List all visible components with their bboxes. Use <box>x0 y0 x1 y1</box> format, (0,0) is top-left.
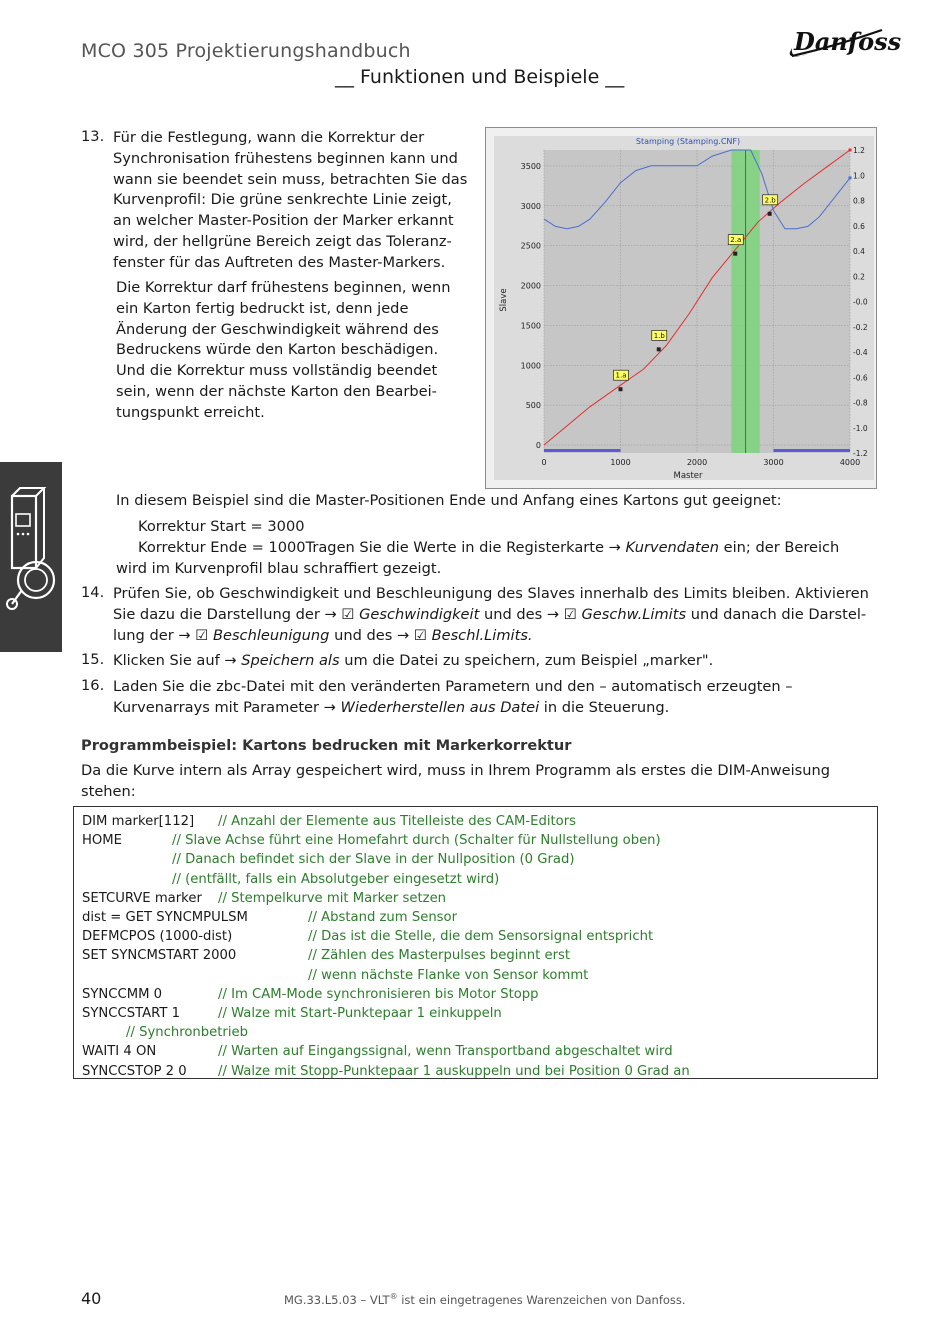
text-line: Die Korrektur darf frühestens beginnen, wenn <box>116 279 451 296</box>
text-span: ein; der Bereich <box>718 539 840 556</box>
checkbox-icon: ☑ <box>413 626 427 644</box>
arrow-icon: → <box>224 652 237 669</box>
series-endpoint <box>849 149 852 152</box>
registered-mark: ® <box>389 1292 398 1301</box>
y2-tick-label: 1.2 <box>853 146 865 155</box>
text-line: fenster für das Auftreten des Master-Markers. <box>113 253 446 271</box>
y-tick-label: 3500 <box>520 161 541 171</box>
y2-tick-label: -0.8 <box>853 398 868 408</box>
danfoss-logo <box>786 22 902 66</box>
y-tick-label: 0 <box>535 441 541 451</box>
text-span: und danach die Darstel- <box>686 605 867 623</box>
code-comment: // wenn nächste Flanke von Sensor kommt <box>308 967 589 983</box>
y2-tick-label: 1.0 <box>853 171 865 181</box>
code-comment: // Warten auf Eingangssignal, wenn Transportband abgeschaltet wird <box>218 1044 673 1060</box>
text-line: ein Karton fertig bedruckt ist, denn jede <box>116 299 409 317</box>
chapter-side-tab <box>0 462 62 652</box>
marker-label: 1.a <box>615 371 627 380</box>
marker-point <box>768 212 772 216</box>
y-tick-label: 2000 <box>520 281 541 291</box>
text-line: Synchronisation frühestens beginnen kann und <box>113 149 458 167</box>
text-line: stehen: <box>81 782 136 800</box>
step-15-number: 15. <box>81 651 105 668</box>
code-line: SETCURVE marker <box>82 890 202 906</box>
code-comment: // Walze mit Start-Punktepaar 1 einkuppeln <box>218 1006 502 1021</box>
step-16-text <box>113 677 883 719</box>
correction-end <box>138 538 839 559</box>
checkbox-icon: ☑ <box>195 626 209 644</box>
code-comment: // Danach befindet sich der Slave in der Nullposition (0 Grad) <box>172 852 575 868</box>
text-line: Bedruckens würde den Karton beschädigen. <box>116 341 439 359</box>
y2-tick-label: 0.2 <box>853 272 865 282</box>
blue-hatched-range <box>544 449 621 452</box>
correction-start: Korrektur Start = 3000 <box>138 518 305 535</box>
code-line: DIM marker[112] <box>82 814 195 829</box>
checkbox-icon: ☑ <box>341 605 355 623</box>
svg-text:Danfoss: Danfoss <box>794 27 902 56</box>
text-line <box>113 626 883 647</box>
text-line <box>113 605 883 626</box>
motor-drive-icon <box>0 462 62 652</box>
series-endpoint <box>849 176 852 179</box>
text-line: sein, wenn der nächste Karton den Bearbei- <box>116 382 437 400</box>
text-line: Änderung der Geschwindigkeit während des <box>116 320 439 338</box>
code-line: SYNCCMM 0 <box>82 986 163 1002</box>
option-beschleunigung: Beschleunigung <box>212 626 330 644</box>
text-span: Kurvenarrays mit Parameter <box>113 698 324 716</box>
arrow-icon: → <box>608 539 621 556</box>
text-line: Für die Festlegung, wann die Korrektur der <box>113 129 425 146</box>
code-comment: // Walze mit Stopp-Punktepaar 1 auskuppeln und bei Position 0 Grad an <box>218 1063 690 1079</box>
menu-ref-speichern-als: Speichern als <box>241 652 340 669</box>
step-14-number: 14. <box>81 584 105 601</box>
x-tick-label: 0 <box>541 458 547 467</box>
x-tick-label: 1000 <box>610 458 631 467</box>
code-line: DEFMCPOS (1000-dist) <box>82 929 233 945</box>
marker-point <box>733 252 737 256</box>
text-span: Sie dazu die Darstellung der <box>113 605 325 623</box>
code-line: SET SYNCMSTART 2000 <box>82 948 237 964</box>
section-title: __ Funktionen und Beispiele __ <box>335 66 625 88</box>
text-span: und des <box>479 605 547 623</box>
x-tick-label: 2000 <box>686 458 708 467</box>
code-listing <box>73 806 878 1079</box>
y2-tick-label: -0.4 <box>853 348 868 357</box>
marker-point <box>619 387 623 391</box>
text-line: wird, der hellgrüne Bereich zeigt das Toleranz- <box>113 232 452 250</box>
option-geschwindigkeit: Geschwindigkeit <box>359 605 480 623</box>
text-span: ist ein eingetragenes Warenzeichen von Danfoss. <box>397 1292 686 1307</box>
code-comment: // Stempelkurve mit Marker setzen <box>218 890 447 906</box>
y-tick-label: 500 <box>525 401 541 411</box>
correction-end-cont: wird im Kurvenprofil blau schraffiert gezeigt. <box>116 560 442 577</box>
code-comment: // Synchronbetrieb <box>126 1025 249 1041</box>
text-line: Laden Sie die zbc-Datei mit den veränderten Parametern und den – automatisch erzeugten – <box>113 678 793 695</box>
step-15-text <box>113 651 713 672</box>
code-comment: // Abstand zum Sensor <box>308 910 458 925</box>
text-line: Prüfen Sie, ob Geschwindigkeit und Beschleunigung des Slaves innerhalb des Limits bleiben. Aktivieren <box>113 585 869 602</box>
text-line: an welcher Master-Position der Marker erkannt <box>113 212 454 230</box>
text-span: in die Steuerung. <box>539 698 670 716</box>
code-line: WAITI 4 ON <box>82 1044 157 1060</box>
marker-point <box>657 347 661 351</box>
curve-profile-chart <box>486 128 876 488</box>
marker-label: 2.a <box>730 236 742 245</box>
step-13-text <box>113 128 483 274</box>
chart-title: Stamping (Stamping.CNF) <box>635 137 741 146</box>
text-span: Korrektur Ende = 1000Tragen Sie die Werte in die Registerkarte <box>138 539 609 556</box>
program-intro <box>81 761 871 803</box>
text-line: tungspunkt erreicht. <box>116 403 265 421</box>
blue-hatched-range <box>774 449 851 452</box>
text-line: Kurvenprofil: Die grüne senkrechte Linie zeigt, <box>113 191 452 209</box>
x-axis-label: Master <box>673 471 703 481</box>
page-number: 40 <box>81 1289 102 1308</box>
arrow-icon: → <box>324 605 337 623</box>
y2-tick-label: -0.0 <box>853 297 868 307</box>
step-16-number: 16. <box>81 677 105 694</box>
text-line: Und die Korrektur muss vollständig beendet <box>116 362 438 380</box>
menu-ref-wiederherstellen: Wiederherstellen aus Datei <box>340 698 540 716</box>
text-line <box>113 698 883 719</box>
y2-tick-label: 0.4 <box>853 247 865 256</box>
code-comment: // Anzahl der Elemente aus Titelleiste des CAM-Editors <box>218 814 577 829</box>
arrow-icon: → <box>323 698 336 716</box>
y2-tick-label: -1.0 <box>853 423 868 433</box>
code-comment: // Slave Achse führt eine Homefahrt durch (Schalter für Nullstellung oben) <box>172 833 661 849</box>
y2-tick-label: -0.6 <box>853 373 868 383</box>
text-span: lung der <box>113 626 179 644</box>
x-tick-label: 3000 <box>763 458 784 467</box>
curve-profile-figure <box>485 127 877 489</box>
arrow-icon: → <box>396 626 410 644</box>
checkbox-icon: ☑ <box>563 605 577 623</box>
y2-tick-label: 0.6 <box>853 221 865 231</box>
step-13-number: 13. <box>81 128 105 145</box>
example-line: In diesem Beispiel sind die Master-Positionen Ende und Anfang eines Kartons gut geeignet: <box>116 492 782 509</box>
marker-label: 2.b <box>764 196 776 205</box>
option-geschw-limits: Geschw.Limits <box>581 605 687 623</box>
text-span: um die Datei zu speichern, zum Beispiel „marker". <box>339 652 714 669</box>
text-span: MG.33.L5.03 – VLT <box>284 1292 390 1307</box>
code-comment: // (entfällt, falls ein Absolutgeber eingesetzt wird) <box>172 871 500 887</box>
y2-tick-label: 0.8 <box>853 196 865 206</box>
y2-tick-label: -0.2 <box>853 322 868 332</box>
y-tick-label: 3000 <box>520 201 541 211</box>
footer-text <box>284 1292 686 1307</box>
y-axis-label: Slave <box>499 288 509 312</box>
text-line: wann sie beendet sein muss, betrachten Sie das <box>113 170 468 188</box>
text-line: Da die Kurve intern als Array gespeichert wird, muss in Ihrem Programm als erstes die DIM-Anweisung <box>81 762 831 779</box>
menu-ref-kurvendaten: Kurvendaten <box>625 539 719 556</box>
document-title: MCO 305 Projektierungshandbuch <box>81 40 411 62</box>
code-line: SYNCCSTOP 2 0 <box>82 1063 187 1079</box>
x-tick-label: 4000 <box>839 458 861 467</box>
y-tick-label: 1500 <box>520 321 541 331</box>
code-line: HOME <box>82 833 123 849</box>
y-tick-label: 1000 <box>520 361 541 371</box>
option-beschl-limits: Beschl.Limits. <box>431 626 533 644</box>
text-span: und des <box>329 626 397 644</box>
code-line: SYNCCSTART 1 <box>82 1006 180 1021</box>
marker-label: 1.b <box>653 331 665 340</box>
step-13-text-2 <box>116 278 486 424</box>
code-comment: // Im CAM-Mode synchronisieren bis Motor Stopp <box>218 986 539 1002</box>
code-comment: // Zählen des Masterpulses beginnt erst <box>308 948 571 964</box>
text-span: Klicken Sie auf <box>113 652 225 669</box>
arrow-icon: → <box>546 605 560 623</box>
step-14-text <box>113 584 883 646</box>
program-heading: Programmbeispiel: Kartons bedrucken mit Markerkorrektur <box>81 737 572 754</box>
arrow-icon: → <box>178 626 191 644</box>
code-line: dist = GET SYNCMPULSM <box>82 910 248 925</box>
code-comment: // Das ist die Stelle, die dem Sensorsignal entspricht <box>308 929 654 945</box>
y2-tick-label: -1.2 <box>853 449 868 458</box>
y-tick-label: 2500 <box>520 241 541 251</box>
